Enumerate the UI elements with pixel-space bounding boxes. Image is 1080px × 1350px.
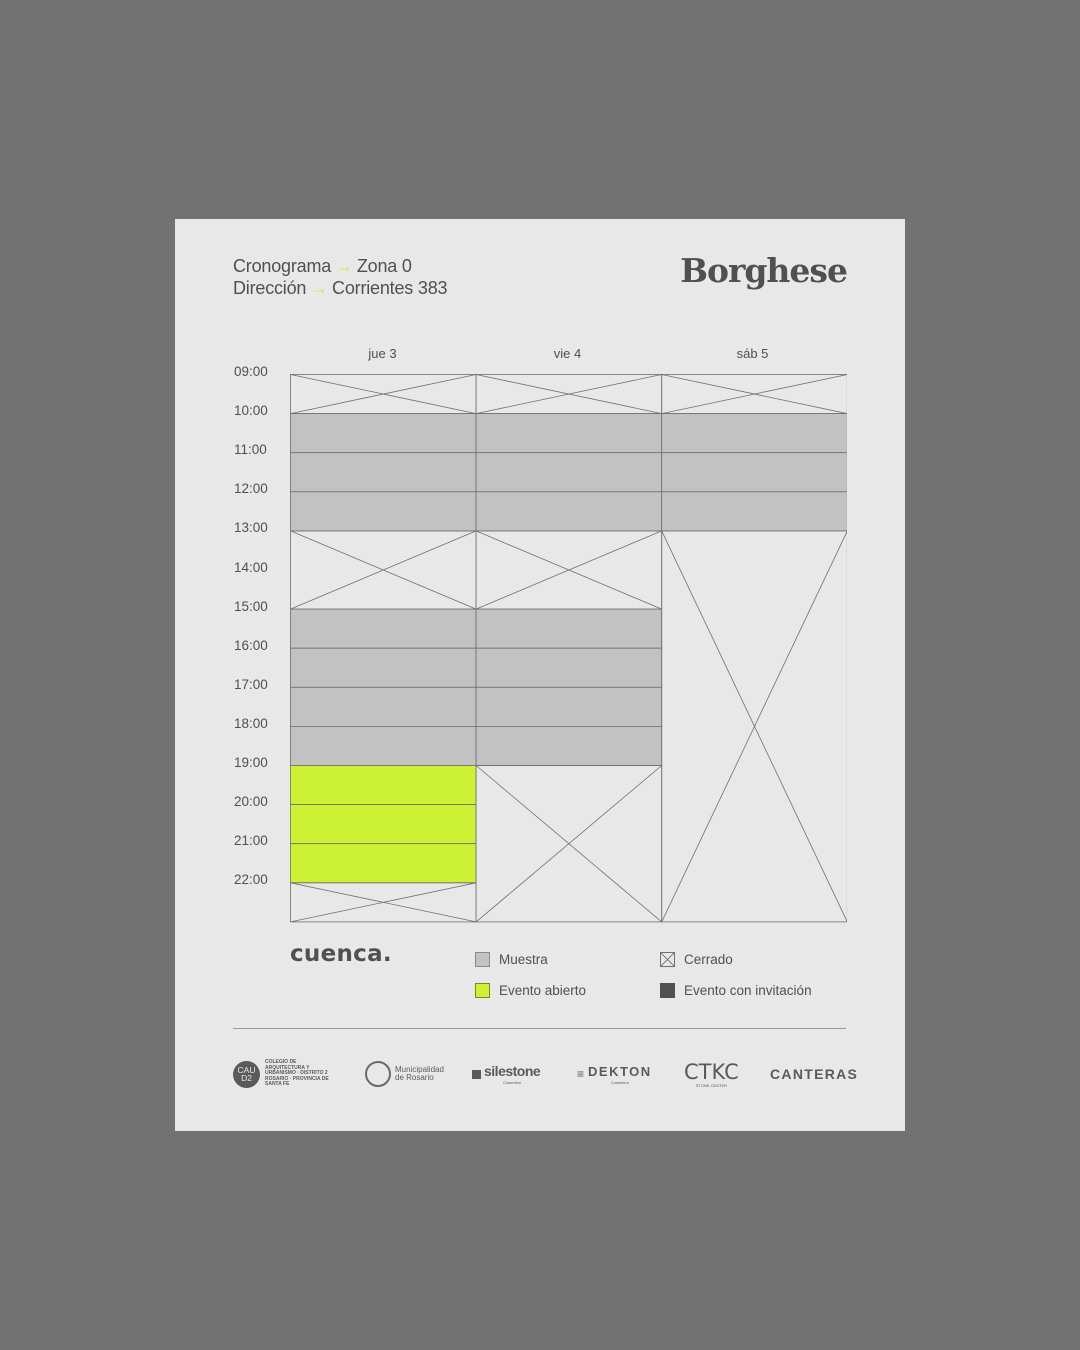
muestra-slot: [476, 492, 662, 531]
sponsor-municipalidad: [365, 1057, 447, 1091]
arrow-right-icon: →: [335, 256, 353, 276]
dekton-logo: DEKTON: [588, 1064, 652, 1079]
arrow-right-icon: →: [310, 278, 329, 298]
muestra-slot: [662, 453, 847, 492]
title-value-zona: Zona 0: [356, 256, 412, 276]
muestra-slot: [291, 726, 477, 765]
time-label: 21:00: [234, 833, 268, 849]
day-header-vie: vie 4: [553, 346, 582, 361]
time-label: 18:00: [234, 715, 268, 731]
ctkc-logo: CTKC: [684, 1060, 739, 1084]
day-header-jue: jue 3: [368, 346, 397, 361]
dekton-lines-icon: ≡: [577, 1067, 585, 1081]
muestra-slot: [291, 414, 477, 453]
silestone-sub: Cosentino: [503, 1080, 522, 1085]
schedule-grid: [290, 374, 847, 923]
silestone-square-icon: [472, 1070, 481, 1079]
muestra-slot: [476, 453, 662, 492]
legend-swatch-evento-abierto: [475, 983, 490, 998]
legend-label-evento-abierto: Evento abierto: [499, 983, 587, 998]
time-label: 17:00: [234, 676, 268, 692]
muestra-slot: [476, 687, 662, 726]
schedule-card: [175, 219, 905, 1131]
cau-logo-text: COLEGIO DE ARQUITECTURA Y URBANISMO · DISTRITO 2 ROSARIO · PROVINCIA DE SANTA FE: [265, 1059, 329, 1088]
time-label: 22:00: [234, 872, 268, 888]
brand-logo-borghese: Borghese: [680, 251, 847, 290]
sponsor-dekton: [577, 1057, 652, 1091]
cuenca-logo: cuenca.: [290, 941, 392, 967]
muestra-slot: [291, 492, 477, 531]
evento_abierto-slot: [291, 844, 477, 883]
municipalidad-logo-text: Municipalidad de Rosario: [395, 1064, 444, 1082]
evento_abierto-slot: [291, 766, 477, 805]
time-label: 20:00: [234, 794, 268, 810]
muestra-slot: [291, 687, 477, 726]
time-label: 12:00: [234, 481, 268, 497]
sponsor-cau: [233, 1057, 337, 1091]
muestra-slot: [291, 609, 477, 648]
legend-swatch-muestra: [475, 952, 490, 967]
day-header-sab: sáb 5: [736, 346, 769, 361]
legend-label-cerrado: Cerrado: [684, 952, 733, 967]
canteras-logo: CANTERAS: [770, 1066, 859, 1082]
legend-evento-invitacion: [660, 983, 812, 998]
legend-swatch-cerrado-icon: [660, 952, 675, 967]
muestra-slot: [476, 609, 662, 648]
rosario-seal-icon: [365, 1061, 391, 1087]
legend-muestra: [475, 952, 548, 967]
footer-divider: [233, 1028, 846, 1029]
sponsor-canteras: [770, 1057, 858, 1091]
schedule-title: [233, 255, 447, 299]
muestra-slot: [662, 414, 847, 453]
time-label: 19:00: [234, 755, 268, 770]
dekton-sub: Cosentino: [610, 1080, 629, 1085]
muestra-slot: [291, 648, 477, 687]
cau-logo-mark: CAU D2: [233, 1061, 260, 1088]
muestra-slot: [662, 492, 847, 531]
legend-label-muestra: Muestra: [499, 952, 548, 967]
ctkc-sub: STONE CENTER: [695, 1083, 728, 1088]
time-label: 13:00: [234, 520, 268, 536]
time-label: 16:00: [234, 637, 268, 653]
time-label: 11:00: [234, 442, 267, 458]
muestra-slot: [476, 726, 662, 765]
legend-cerrado: [660, 952, 733, 967]
muestra-slot: [291, 453, 477, 492]
title-label-cronograma: Cronograma: [233, 256, 332, 276]
evento_abierto-slot: [291, 805, 477, 844]
sponsor-ctkc: [684, 1057, 739, 1091]
time-label: 09:00: [234, 364, 268, 379]
title-label-direccion: Dirección: [233, 278, 307, 298]
legend-label-evento-invitacion: Evento con invitación: [684, 983, 812, 998]
sponsor-silestone: [472, 1057, 540, 1091]
muestra-slot: [476, 414, 662, 453]
time-label: 14:00: [234, 559, 268, 575]
time-label: 15:00: [234, 598, 268, 614]
legend-swatch-evento-invitacion: [660, 983, 675, 998]
muestra-slot: [476, 648, 662, 687]
time-label: 10:00: [234, 403, 268, 419]
title-value-direccion: Corrientes 383: [332, 278, 448, 298]
silestone-logo: silestone: [484, 1063, 541, 1079]
legend-evento-abierto: [475, 983, 586, 998]
